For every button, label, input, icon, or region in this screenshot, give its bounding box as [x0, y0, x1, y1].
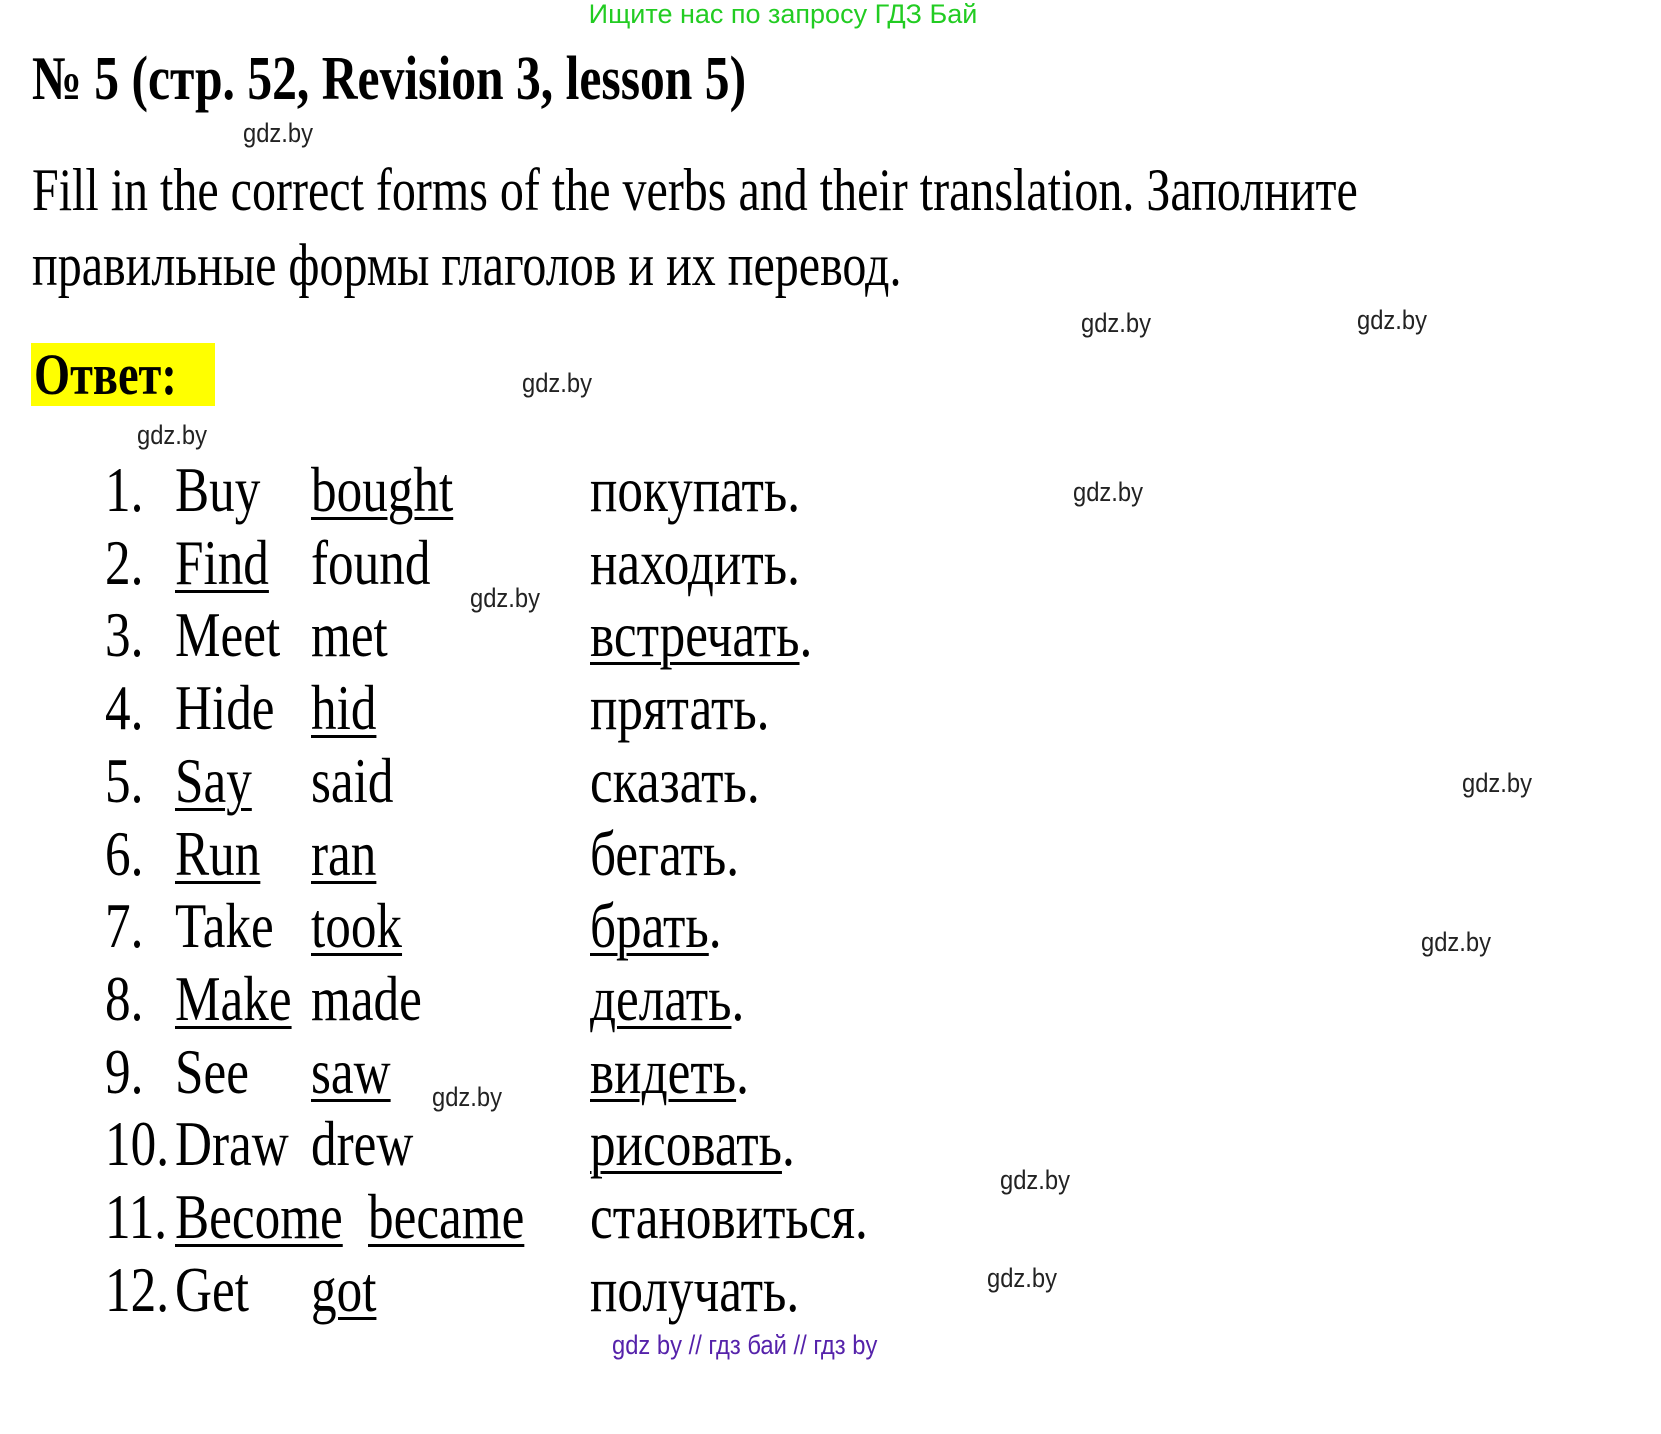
list-item	[0, 819, 1661, 889]
verb-base: Draw	[175, 1108, 289, 1180]
verb-base: Buy	[175, 454, 261, 525]
translation: прятать.	[590, 672, 770, 744]
watermark: gdz.by	[1357, 305, 1428, 335]
translation: покупать.	[590, 454, 801, 525]
verb-past: found	[311, 526, 431, 598]
watermark: gdz.by	[1073, 477, 1144, 507]
list-item	[0, 455, 1661, 525]
verb-past: made	[311, 962, 422, 1034]
bottom-note: gdz by // гдз бай // гдз by	[612, 1330, 878, 1360]
watermark: gdz.by	[1462, 768, 1533, 798]
item-number: 11.	[105, 1181, 168, 1252]
verb-past: met	[311, 599, 388, 671]
translation: находить.	[590, 526, 800, 598]
item-number: 1.	[105, 454, 144, 525]
watermark: gdz.by	[522, 368, 593, 398]
verb-base: Find	[175, 526, 269, 598]
watermark: gdz.by	[470, 583, 541, 613]
verb-base: Become	[175, 1181, 343, 1252]
watermark: gdz.by	[137, 420, 208, 450]
verb-past: bought	[311, 454, 454, 525]
list-item	[0, 1182, 1661, 1252]
list-item	[0, 528, 1661, 598]
list-item	[0, 600, 1661, 670]
task-line-2: правильные формы глаголов и их перевод.	[32, 232, 902, 298]
translation: рисовать.	[590, 1108, 795, 1180]
list-item	[0, 1255, 1661, 1325]
list-item	[0, 1109, 1661, 1179]
item-number: 7.	[105, 890, 144, 962]
verb-base: Run	[175, 817, 261, 889]
verb-base: See	[175, 1035, 249, 1107]
list-item	[0, 746, 1661, 816]
translation: встречать.	[590, 599, 813, 671]
translation: видеть.	[590, 1035, 749, 1107]
verb-past: got	[311, 1253, 377, 1325]
translation: брать.	[590, 890, 722, 962]
list-item	[0, 891, 1661, 961]
item-number: 8.	[105, 962, 144, 1034]
verb-base: Make	[175, 962, 292, 1034]
translation: получать.	[590, 1253, 800, 1325]
verb-past: hid	[311, 672, 377, 744]
item-number: 2.	[105, 526, 144, 598]
watermark: gdz.by	[432, 1082, 503, 1112]
translation: сказать.	[590, 744, 760, 816]
translation: делать.	[590, 962, 745, 1034]
list-item	[0, 1037, 1661, 1107]
item-number: 5.	[105, 744, 144, 816]
list-item	[0, 964, 1661, 1034]
verb-base: Say	[175, 744, 252, 816]
verb-past: drew	[311, 1108, 414, 1180]
list-item	[0, 673, 1661, 743]
item-number: 3.	[105, 599, 144, 671]
item-number: 9.	[105, 1035, 144, 1107]
verb-past: ran	[311, 817, 377, 889]
top-note: Ищите нас по запросу ГДЗ Бай	[588, 0, 978, 29]
translation: становиться.	[590, 1181, 868, 1252]
item-number: 12.	[105, 1253, 169, 1325]
watermark: gdz.by	[1081, 308, 1152, 338]
verb-past: saw	[311, 1035, 391, 1107]
answer-label: Ответ:	[31, 343, 215, 406]
verb-past: became	[368, 1181, 525, 1252]
translation: бегать.	[590, 817, 740, 889]
verb-base: Take	[175, 890, 274, 962]
watermark: gdz.by	[987, 1263, 1058, 1293]
verb-past: took	[311, 890, 403, 962]
page-title: № 5 (стр. 52, Revision 3, lesson 5)	[32, 45, 747, 113]
watermark: gdz.by	[1421, 927, 1492, 957]
item-number: 10.	[105, 1108, 169, 1180]
task-line-1: Fill in the correct forms of the verbs and their translation. Заполните	[32, 157, 1358, 223]
item-number: 6.	[105, 817, 144, 889]
verb-base: Get	[175, 1253, 249, 1325]
verb-base: Hide	[175, 672, 275, 744]
watermark: gdz.by	[1000, 1165, 1071, 1195]
item-number: 4.	[105, 672, 144, 744]
verb-base: Meet	[175, 599, 281, 671]
watermark: gdz.by	[243, 118, 314, 148]
verb-past: said	[311, 744, 394, 816]
